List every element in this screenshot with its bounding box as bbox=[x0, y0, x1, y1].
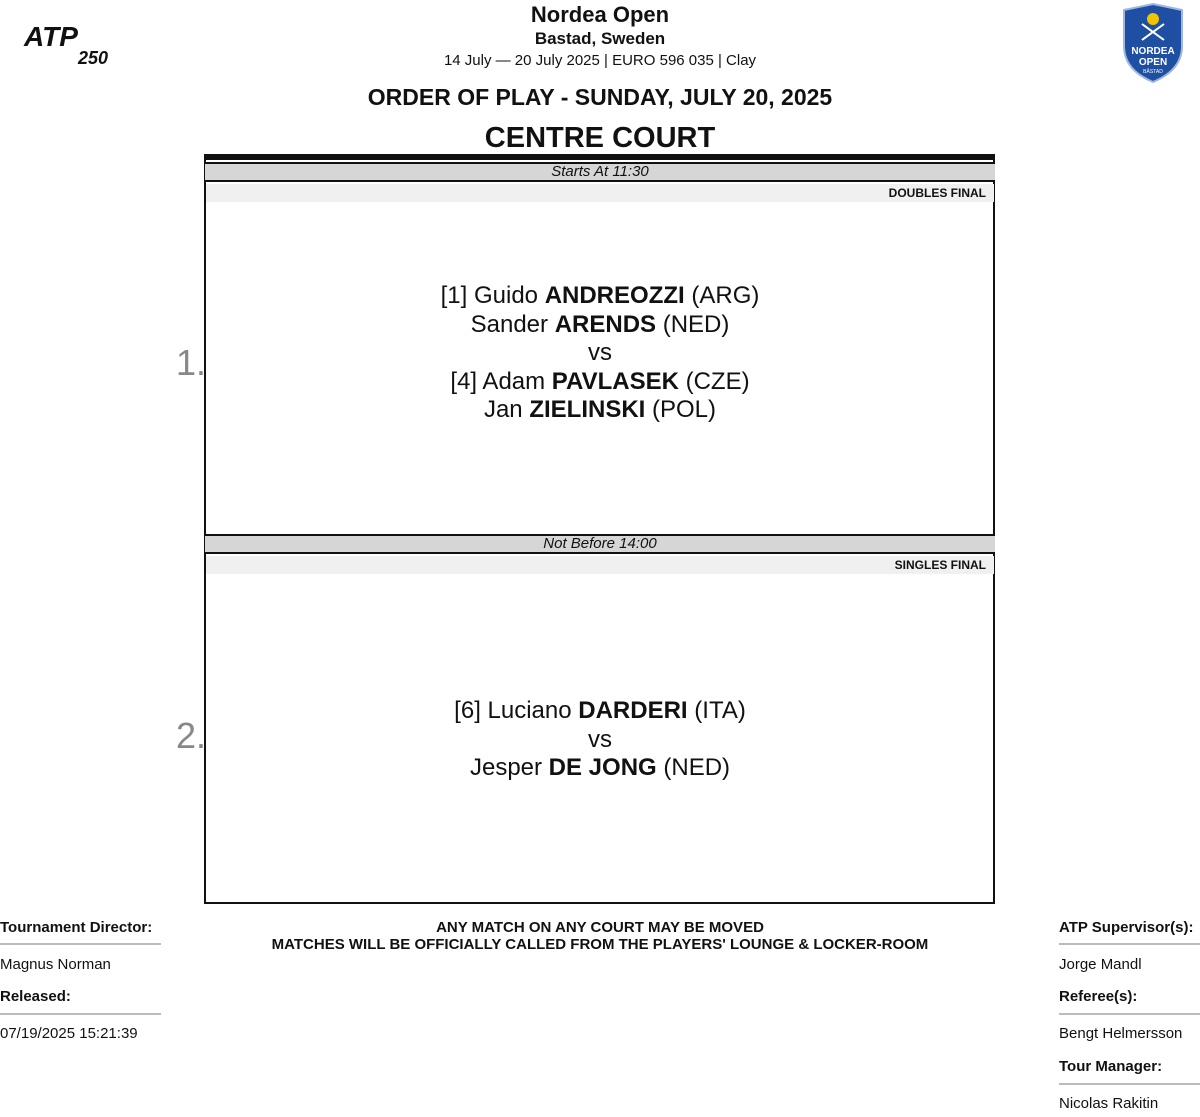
notice-line-1: ANY MATCH ON ANY COURT MAY BE MOVED bbox=[436, 919, 764, 936]
versus-label: vs bbox=[588, 339, 612, 366]
court-name: CENTRE COURT bbox=[484, 122, 716, 154]
player-line: Jan ZIELINSKI (POL) bbox=[483, 396, 717, 423]
divider bbox=[0, 1013, 161, 1015]
match-1-round: DOUBLES FINAL bbox=[206, 184, 994, 202]
tournament-logo-line1: NORDEA bbox=[1131, 46, 1175, 57]
order-of-play-title: ORDER OF PLAY - SUNDAY, JULY 20, 2025 bbox=[367, 84, 833, 110]
footer-notice bbox=[0, 919, 1200, 953]
supervisor-label: ATP Supervisor(s): bbox=[1059, 919, 1194, 936]
player-line: [6] Luciano DARDERI (ITA) bbox=[454, 697, 746, 724]
match-2-round: SINGLES FINAL bbox=[206, 556, 994, 574]
divider bbox=[1059, 1013, 1200, 1015]
player-line: Jesper DE JONG (NED) bbox=[469, 754, 731, 781]
versus-label: vs bbox=[588, 725, 612, 753]
player-surname: ARENDS bbox=[554, 310, 657, 338]
supervisor-value: Jorge Mandl bbox=[1059, 956, 1142, 973]
match-2-number: 2. bbox=[175, 715, 206, 756]
tournament-location: Bastad, Sweden bbox=[534, 29, 666, 48]
divider bbox=[1059, 943, 1200, 945]
court-schedule-frame bbox=[204, 154, 995, 904]
referee-label: Referee(s): bbox=[1059, 988, 1138, 1005]
match-1-number: 1. bbox=[175, 342, 206, 383]
director-value: Magnus Norman bbox=[0, 956, 111, 973]
player-line: [1] Guido ANDREOZZI (ARG) bbox=[440, 282, 760, 309]
player-surname: ANDREOZZI bbox=[544, 282, 685, 309]
divider bbox=[0, 943, 161, 945]
player-surname: DARDERI bbox=[578, 697, 688, 724]
player-surname: PAVLASEK bbox=[551, 367, 679, 395]
match-2-time: Not Before 14:00 bbox=[205, 534, 995, 554]
player-surname: DE JONG bbox=[548, 754, 657, 781]
tournament-logo-line3: BÅSTAD bbox=[1143, 69, 1163, 75]
match-1-time: Starts At 11:30 bbox=[205, 162, 995, 182]
match-1-players bbox=[206, 282, 994, 425]
player-surname: ZIELINSKI bbox=[529, 396, 646, 423]
tournament-info: 14 July — 20 July 2025 | EURO 596 035 | Clay bbox=[443, 52, 757, 69]
manager-value: Nicolas Rakitin bbox=[1059, 1095, 1159, 1112]
director-label: Tournament Director: bbox=[0, 919, 153, 936]
released-label: Released: bbox=[0, 988, 71, 1005]
tournament-name: Nordea Open bbox=[530, 2, 670, 27]
manager-label: Tour Manager: bbox=[1059, 1058, 1163, 1075]
atp-logo-sub: 250 bbox=[78, 48, 109, 68]
divider bbox=[1059, 1083, 1200, 1085]
player-line: Sander ARENDS (NED) bbox=[470, 310, 730, 338]
match-2-players bbox=[206, 697, 994, 783]
released-value: 07/19/2025 15:21:39 bbox=[0, 1025, 138, 1042]
tournament-logo-line2: OPEN bbox=[1138, 57, 1168, 68]
player-line: [4] Adam PAVLASEK (CZE) bbox=[450, 367, 750, 395]
notice-line-2: MATCHES WILL BE OFFICIALLY CALLED FROM THE PLAYERS' LOUNGE & LOCKER-ROOM bbox=[271, 936, 929, 953]
atp-logo-text: ATP bbox=[24, 21, 78, 52]
referee-value: Bengt Helmersson bbox=[1059, 1025, 1183, 1042]
